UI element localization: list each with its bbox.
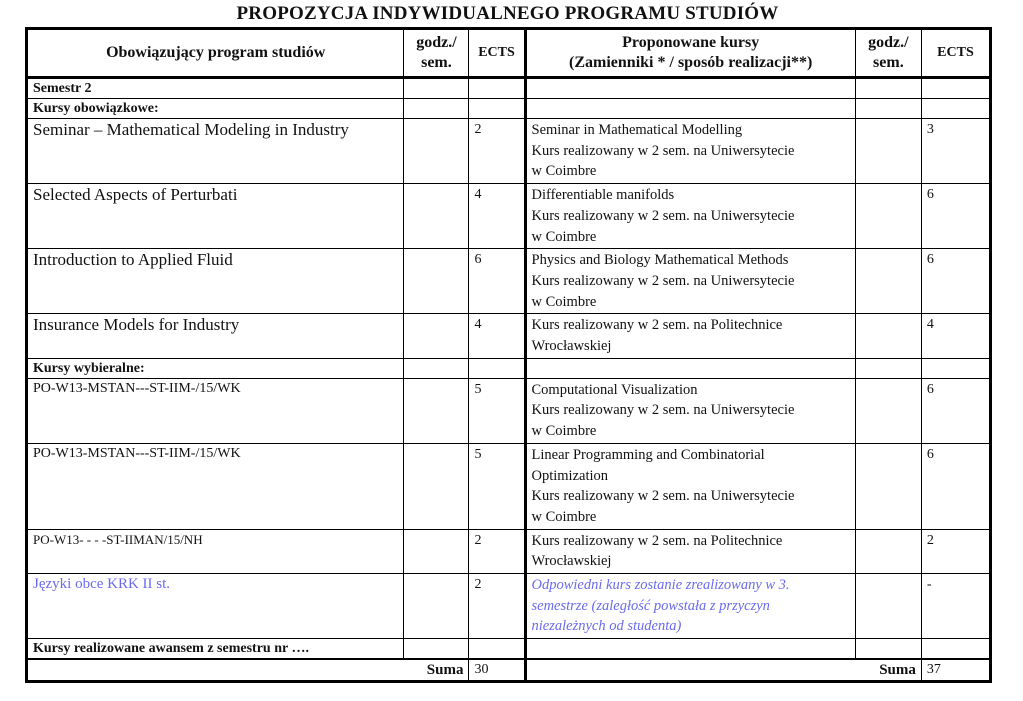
proposed-course: Physics and Biology Mathematical Methods Kurs realizowany w 2 sem. na Uniwersytecie w Coimbre (525, 249, 855, 314)
course-code: Języki obce KRK II st. (27, 574, 404, 639)
sum-row (27, 659, 991, 682)
course-ects: 2 (469, 574, 525, 639)
proposed-ects: 6 (921, 249, 990, 314)
proposed-ects: 3 (921, 119, 990, 184)
header-hours: godz./ sem. (404, 29, 469, 78)
course-code: PO-W13-MSTAN---ST-IIM-/15/WK (27, 443, 404, 529)
proposed-course: Linear Programming and Combinatorial Optimization Kurs realizowany w 2 sem. na Uniwersytecie w Coimbre (525, 443, 855, 529)
sum-label: Suma (27, 659, 469, 682)
sum-ects: 30 (469, 659, 525, 682)
course-ects: 5 (469, 443, 525, 529)
header-program: Obowiązujący program studiów (27, 29, 404, 78)
proposed-course: Differentiable manifolds Kurs realizowany w 2 sem. na Uniwersytecie w Coimbre (525, 184, 855, 249)
table-row (27, 119, 991, 184)
table-row (27, 314, 991, 358)
mandatory-section-row (27, 99, 991, 119)
course-name: Insurance Models for Industry (27, 314, 404, 358)
course-name: Introduction to Applied Fluid (27, 249, 404, 314)
table-row (27, 443, 991, 529)
proposed-ects: 2 (921, 529, 990, 573)
course-ects: 2 (469, 529, 525, 573)
table-row (27, 529, 991, 573)
mandatory-label: Kursy obowiązkowe: (27, 99, 404, 119)
advance-row (27, 639, 991, 660)
course-code: PO-W13-MSTAN---ST-IIM-/15/WK (27, 378, 404, 443)
header-hours-2: godz./ sem. (855, 29, 921, 78)
course-ects: 4 (469, 314, 525, 358)
proposed-course: Kurs realizowany w 2 sem. na Politechnice Wrocławskiej (525, 529, 855, 573)
course-ects: 6 (469, 249, 525, 314)
course-ects: 2 (469, 119, 525, 184)
header-ects-2: ECTS (921, 29, 990, 78)
study-program-table (25, 27, 992, 683)
sum-ects-2: 37 (921, 659, 990, 682)
elective-label: Kursy wybieralne: (27, 358, 404, 378)
header-ects: ECTS (469, 29, 525, 78)
course-code: PO-W13- - - -ST-IIMAN/15/NH (27, 529, 404, 573)
proposed-course: Kurs realizowany w 2 sem. na Politechnice Wrocławskiej (525, 314, 855, 358)
sum-label-2: Suma (525, 659, 921, 682)
proposed-ects: 6 (921, 184, 990, 249)
course-ects: 4 (469, 184, 525, 249)
table-row (27, 249, 991, 314)
table-row (27, 574, 991, 639)
proposed-course: Seminar in Mathematical Modelling Kurs realizowany w 2 sem. na Uniwersytecie w Coimbre (525, 119, 855, 184)
course-ects: 5 (469, 378, 525, 443)
semester-row (27, 78, 991, 99)
proposed-ects: - (921, 574, 990, 639)
page-title: PROPOZYCJA INDYWIDUALNEGO PROGRAMU STUDIÓW (236, 3, 779, 24)
header-row (27, 29, 991, 78)
header-proposed: Proponowane kursy (Zamienniki * / sposób realizacji**) (525, 29, 855, 78)
table-row (27, 184, 991, 249)
course-name: Selected Aspects of Perturbati (27, 184, 404, 249)
table-row (27, 378, 991, 443)
proposed-course: Computational Visualization Kurs realizowany w 2 sem. na Uniwersytecie w Coimbre (525, 378, 855, 443)
proposed-ects: 6 (921, 443, 990, 529)
proposed-ects: 6 (921, 378, 990, 443)
proposed-course: Odpowiedni kurs zostanie zrealizowany w 3. semestrze (zaległość powstała z przyczyn niezależnych od studenta) (525, 574, 855, 639)
course-name: Seminar – Mathematical Modeling in Industry (27, 119, 404, 184)
semester-label: Semestr 2 (27, 78, 404, 99)
proposed-ects: 4 (921, 314, 990, 358)
advance-label: Kursy realizowane awansem z semestru nr …. (27, 639, 404, 660)
elective-section-row (27, 358, 991, 378)
